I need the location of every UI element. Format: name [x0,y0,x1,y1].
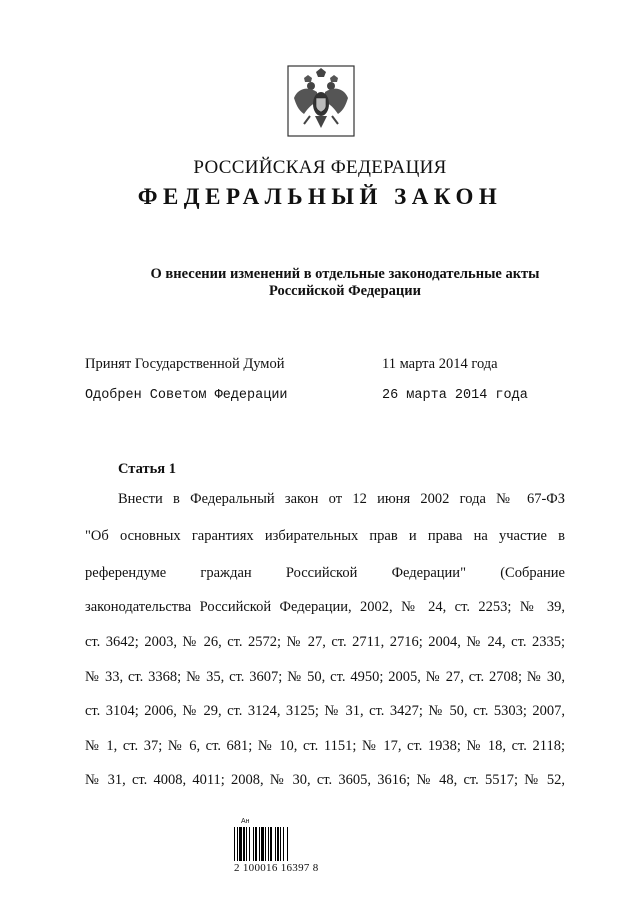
coat-of-arms-emblem-icon [286,64,356,138]
council-approval-date: 26 марта 2014 года [382,388,528,403]
article-text-line: законодательства Российской Федерации, 2002, № 24, ст. 2253; № 39, [85,599,565,615]
article-text-line: ст. 3642; 2003, № 26, ст. 2572; № 27, ст. 2711, 2716; 2004, № 24, ст. 2335; [85,634,565,650]
country-name: РОССИЙСКАЯ ФЕДЕРАЦИЯ [193,157,447,178]
law-title [135,266,555,300]
article-text-line: референдуме граждан Российской Федерации" (Собрание [85,565,565,581]
handwritten-stamp: Ан [241,818,250,825]
article-text-line: Внести в Федеральный закон от 12 июня 2002 года № 67-ФЗ [118,491,565,507]
council-approval-label: Одобрен Советом Федерации [85,388,288,403]
law-title-line-2: Российской Федерации [268,283,421,299]
law-type: ФЕДЕРАЛЬНЫЙ ЗАКОН [137,184,503,209]
barcode-icon [234,827,310,861]
barcode-number: 2 100016 16397 8 [234,862,319,874]
article-text-line: № 31, ст. 4008, 4011; 2008, № 30, ст. 3605, 3616; № 48, ст. 5517; № 52, [85,772,565,788]
duma-adoption-date: 11 марта 2014 года [382,356,498,372]
article-text-line: № 33, ст. 3368; № 35, ст. 3607; № 50, ст. 4950; 2005, № 27, ст. 2708; № 30, [85,669,565,685]
article-heading: Статья 1 [118,461,176,477]
law-title-line-1: О внесении изменений в отдельные законодательные акты [150,266,540,282]
article-text-line: ст. 3104; 2006, № 29, ст. 3124, 3125; № 31, ст. 3427; № 50, ст. 5303; 2007, [85,703,565,719]
article-text-line: № 1, ст. 37; № 6, ст. 681; № 10, ст. 1151; № 17, ст. 1938; № 18, ст. 2118; [85,738,565,754]
article-text-line: "Об основных гарантиях избирательных прав и права на участие в [85,528,565,544]
duma-adoption-label: Принят Государственной Думой [85,356,285,372]
